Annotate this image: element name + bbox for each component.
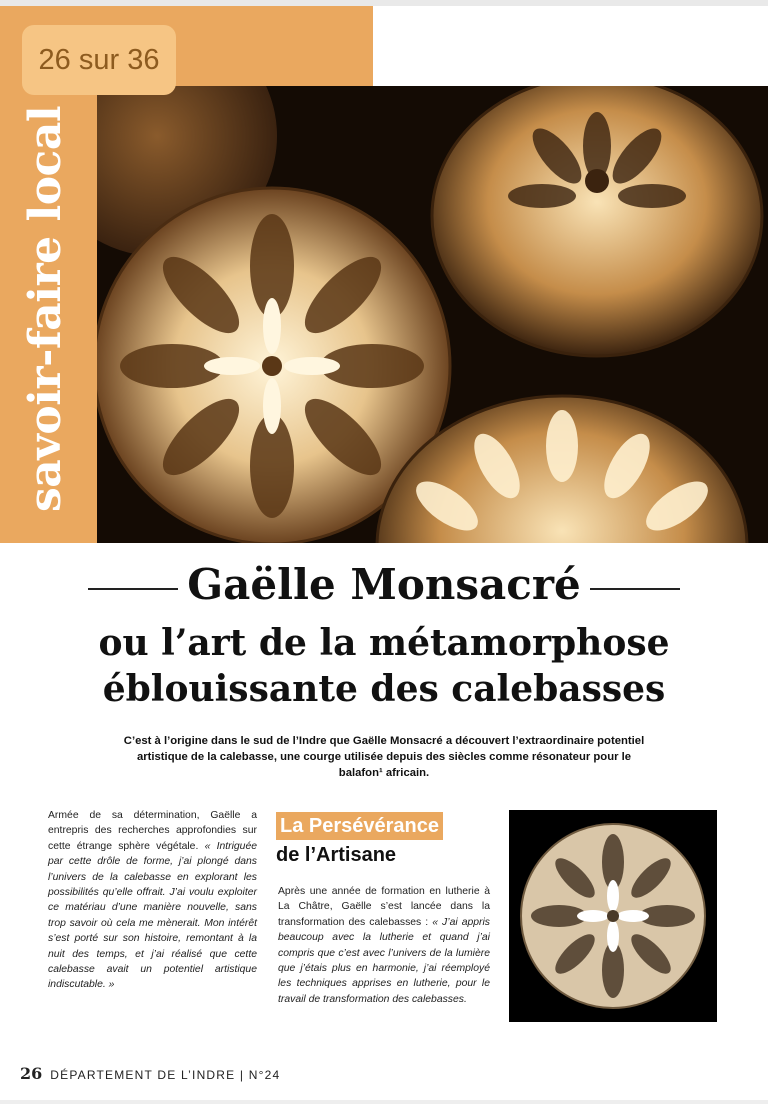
bottom-rule — [0, 1100, 768, 1104]
section-label-vertical: savoir-faire local — [20, 105, 71, 512]
body-column-2 — [278, 884, 490, 1007]
article-intro: C’est à l’origine dans le sud de l’Indre que Gaëlle Monsacré a découvert l’extraordinaire potentiel artistique de la calebasse, une courge utilisée depuis des siècles comme résonateur pour le balafon¹ africain. — [123, 735, 645, 779]
calebasse-lamps-photo — [97, 86, 768, 543]
body-column-1 — [48, 808, 257, 993]
article-subtitle — [0, 620, 768, 712]
section-heading-highlight: La Persévérance — [276, 812, 443, 840]
article-title: Gaëlle Monsacré — [187, 560, 581, 609]
col2-text: Après une année de formation en lutherie à La Châtre, Gaëlle s’est lancée dans la transformation des calebasses : — [278, 886, 490, 928]
page-counter-badge: 26 sur 36 — [22, 25, 176, 95]
col1-text: Armée de sa détermination, Gaëlle a entrepris des recherches approfondies sur cette étrange sphère végétale. — [48, 810, 257, 852]
col2-quote: « J’ai appris beaucoup avec la lutherie et quand j’ai compris que c’est avec l’univers de la lumière que j’étais plus en harmonie, j’ai réemployé les techniques apprises en lutherie, pour le travail de transformation des calebasses. — [278, 916, 490, 1005]
footer-page-number: 26 — [20, 1064, 43, 1083]
section-heading-rest: de l’Artisane — [276, 844, 397, 866]
gourd-detail-photo — [509, 810, 717, 1022]
gourd-top-right — [432, 86, 762, 356]
hero-photo — [97, 86, 768, 543]
col1-quote: « Intriguée par cette drôle de forme, j’ai plongé dans l’univers de la calebasse en explorant les possibilités qu’elle offrait. J’ai voulu exploiter ce matériau d’une manière nouvelle, sans trop savoir où cela me mènerait. Mon intérêt s’est porté sur son histoire, remontant à la nuit des temps, et j’ai réalisé que cette calebasse avait un potentiel artistique indiscutable. » — [48, 840, 258, 991]
subtitle-line-1: ou l’art de la métamorphose — [98, 622, 670, 664]
page-footer — [20, 1064, 280, 1083]
section-heading — [276, 812, 443, 840]
subtitle-line-2: éblouissante des calebasses — [102, 668, 666, 710]
gourd-detail-image — [509, 810, 717, 1022]
footer-publication: DÉPARTEMENT DE L’INDRE | N°24 — [50, 1068, 281, 1082]
